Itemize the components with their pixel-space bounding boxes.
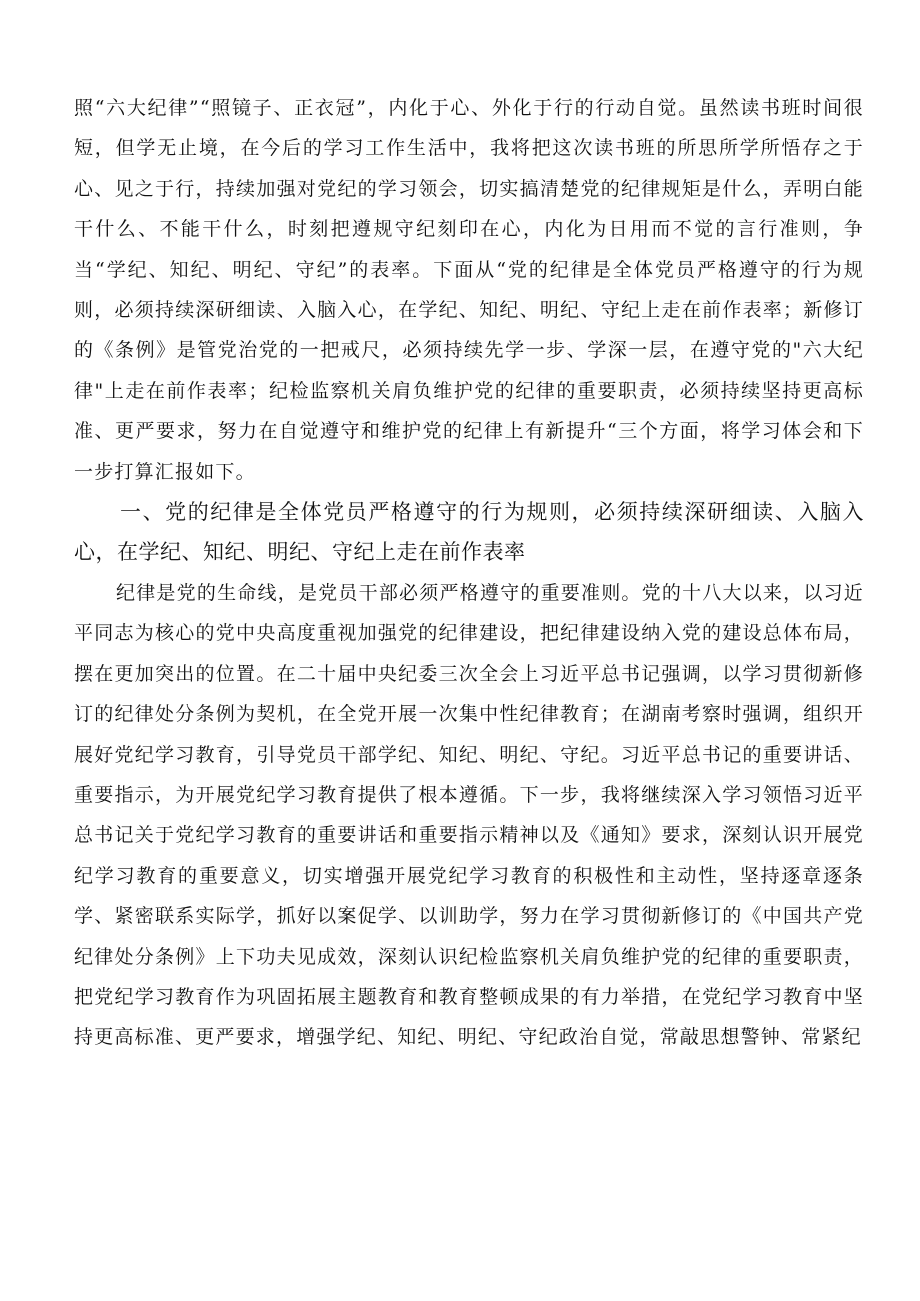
document-body [74,88,864,1058]
section-heading-1: 一、党的纪律是全体党员严格遵守的行为规则，必须持续深研细读、入脑入心，在学纪、知纪、明纪、守纪上走在前作表率 [74,500,864,565]
body-paragraph-2: 纪律是党的生命线，是党员干部必须严格遵守的重要准则。党的十八大以来，以习近平同志为核心的党中央高度重视加强党的纪律建设，把纪律建设纳入党的建设总体布局，摆在更加突出的位置。在二十届中央纪委三次全会上习近平总书记强调，以学习贯彻新修订的纪律处分条例为契机，在全党开展一次集中性纪律教育；在湖南考察时强调，组织开展好党纪学习教育，引导党员干部学纪、知纪、明纪、守纪。习近平总书记的重要讲话、重要指示，为开展党纪学习教育提供了根本遵循。下一步，我将继续深入学习领悟习近平总书记关于党纪学习教育的重要讲话和重要指示精神以及《通知》要求，深刻认识开展党纪学习教育的重要意义，切实增强开展党纪学习教育的积极性和主动性，坚持逐章逐条学、紧密联系实际学，抓好以案促学、以训助学，努力在学习贯彻新修订的《中国共产党纪律处分条例》上下功夫见成效，深刻认识纪检监察机关肩负维护党的纪律的重要职责，把党纪学习教育作为巩固拓展主题教育和教育整顿成果的有力举措，在党纪学习教育中坚持更高标准、更严要求，增强学纪、知纪、明纪、守纪政治自觉，常敲思想警钟、常紧纪 [74,581,864,1049]
body-paragraph-1: 照“六大纪律”“照镜子、正衣冠”，内化于心、外化于行的行动自觉。虽然读书班时间很短，但学无止境，在今后的学习工作生活中，我将把这次读书班的所思所学所悟存之于心、见之于行，持续加强对党纪的学习领会，切实搞清楚党的纪律规矩是什么，弄明白能干什么、不能干什么，时刻把遵规守纪刻印在心，内化为日用而不觉的言行准则，争当“学纪、知纪、明纪、守纪”的表率。下面从“党的纪律是全体党员严格遵守的行为规则，必须持续深研细读、入脑入心，在学纪、知纪、明纪、守纪上走在前作表率；新修订的《条例》是管党治党的一把戒尺，必须持续先学一步、学深一层，在遵守党的"六大纪律"上走在前作表率；纪检监察机关肩负维护党的纪律的重要职责，必须持续坚持更高标准、更严要求，努力在自觉遵守和维护党的纪律上有新提升“三个方面，将学习体会和下一步打算汇报如下。 [74,97,864,483]
